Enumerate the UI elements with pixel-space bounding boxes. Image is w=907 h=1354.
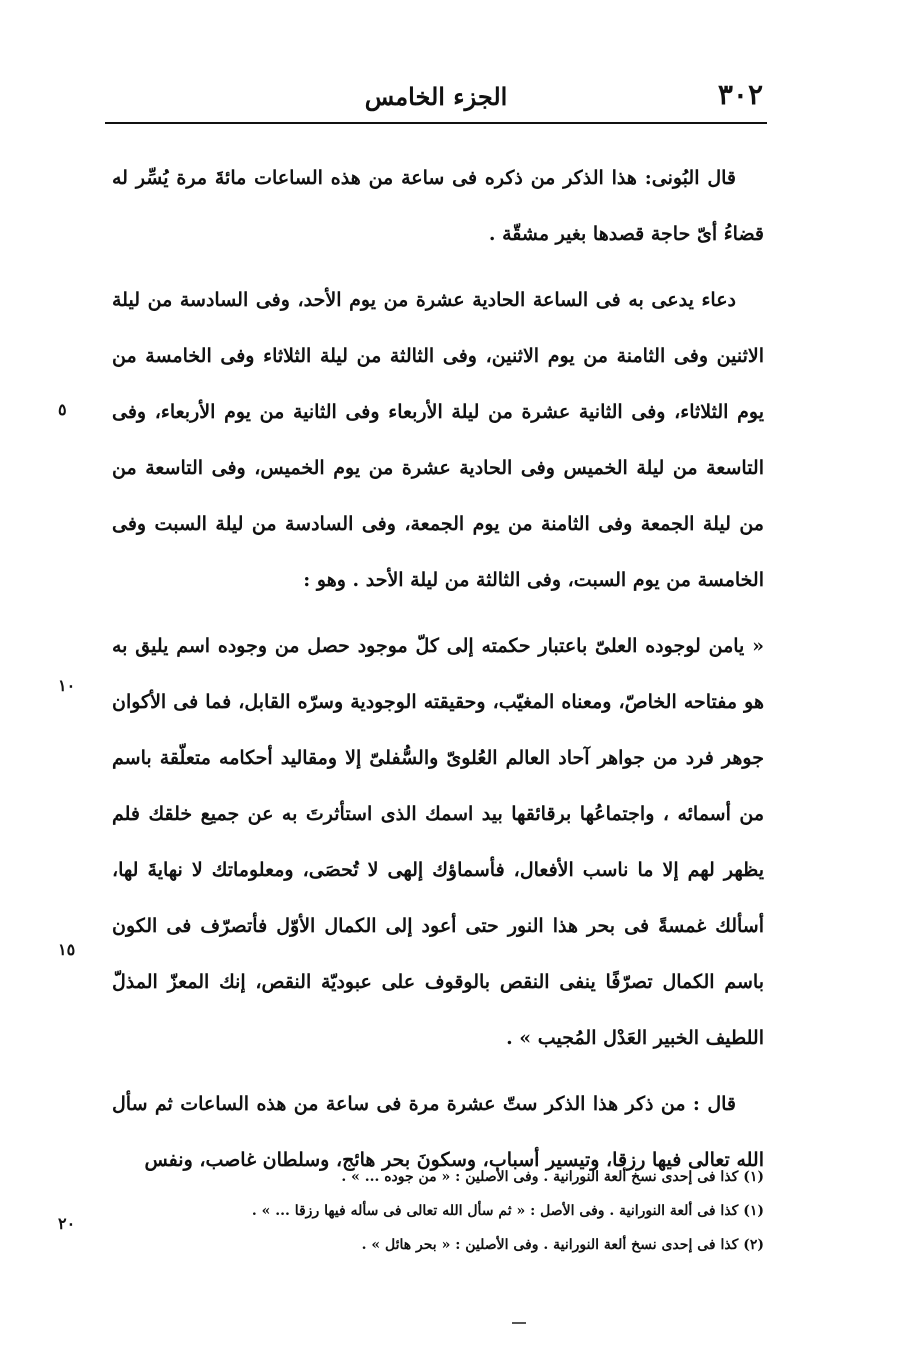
- paragraph-invocation: « يامن لوجوده العلىّ باعتبار حكمته إلى كلّ موجود حصل من وجوده اسم يليق به هو مفتاحه الخاصّ، ومعناه المغيّب، وحقيقته الوجودية وسرّه القابل، فما فى الأكوان جوهر فرد من جواهر آحاد العالم العُلوىّ والسُّفلىّ إلا ومقاليد أحكامه متعلّقة باسم من أسمائه ، واجتماعُها برقائقها بيد اسمك الذى استأثرتَ به عن جميع خلقك فلم يظهر لهم إلا ما ناسب الأفعال، فأسماؤك إلهى لا تُحصَى، ومعلوماتك لا نهايةَ لها، أسألك غمسةً فى بحر هذا النور حتى أعود إلى الكمال الأوّل فأتصرّف فى الكون باسم الكمال تصرّفًا ينفى النقص بالوقوف على عبوديّة النقص، إنك المعزّ المذلّ اللطيف الخبير العَدْل المُجيب » .: [112, 635, 764, 1049]
- paragraph-instruction: قال : من ذكر هذا الذكر ستّ عشرة مرة فى ساعة من هذه الساعات ثم سأل الله تعالى فيها رزقا، وتيسير أسباب، وسكونَ بحر هائج، وسلطان غاصب، ونفس: [112, 1093, 764, 1171]
- footnote: (١) كذا فى إحدى نسخ ألعة النورانية . وفى الأصلين : « من جوده ... » .: [341, 1169, 764, 1185]
- footnotes: [200, 1160, 764, 1262]
- page-number: ٣٠٢: [717, 78, 763, 111]
- paragraph-prayer-hours: دعاء يدعى به فى الساعة الحادية عشرة من يوم الأحد، وفى السادسة من ليلة الاثنين وفى الثامنة من يوم الاثنين، وفى الثالثة من ليلة الثلاثاء وفى الخامسة من يوم الثلاثاء، وفى الثانية عشرة من ليلة الأربعاء وفى الثانية من يوم الأربعاء، وفى التاسعة من ليلة الخميس وفى الحادية عشرة من يوم الخميس، وفى التاسعة من من ليلة الجمعة وفى الثامنة من يوم الجمعة، وفى السادسة من ليلة السبت وفى الخامسة من يوم السبت، وفى الثالثة من ليلة الأحد . وهو :: [112, 289, 764, 591]
- margin-line-numbers: [0, 0, 90, 1354]
- page-header: [105, 70, 767, 124]
- line-number-10: ١٠: [58, 676, 76, 695]
- line-number-15: ١٥: [58, 940, 76, 959]
- footnote: (٢) كذا فى إحدى نسخ ألعة النورانية . وفى الأصلين : « بحر هائل » .: [361, 1237, 764, 1253]
- running-title: الجزء الخامس: [364, 82, 508, 111]
- line-number-5: ٥: [58, 400, 67, 419]
- bottom-scan-mark: [512, 1322, 526, 1324]
- footnote: (١) كذا فى ألعة النورانية . وفى الأصل : « ثم سأل الله تعالى فى سأله فيها رزقا ... » .: [251, 1203, 764, 1219]
- line-number-20: ٢٠: [58, 1214, 76, 1233]
- paragraph-buni-quote: قال البُونى: هذا الذكر من ذكره فى ساعة من هذه الساعات مائةَ مرة يُسِّر له قضاءُ أىّ حاجة قصدها بغير مشقّة .: [112, 167, 764, 245]
- main-text: [112, 150, 764, 1188]
